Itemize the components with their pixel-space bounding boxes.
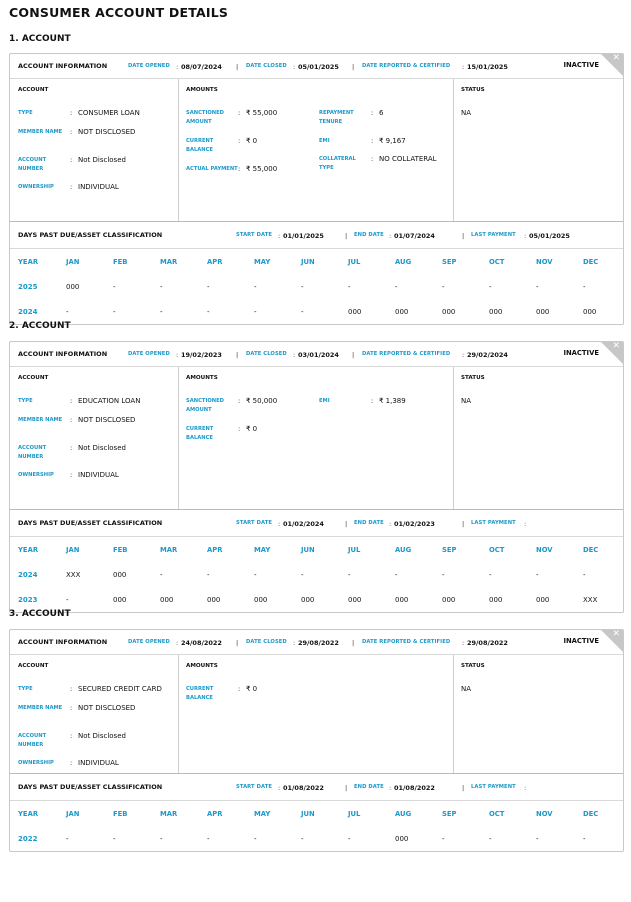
dpd-cell: -: [536, 283, 539, 291]
sanctioned-amount-value: ₹ 55,000: [246, 109, 278, 117]
account-type-label: TYPE: [18, 686, 33, 692]
dpd-year: 2024: [18, 571, 38, 579]
end-date-label: END DATE: [354, 520, 384, 526]
account-info-header: [10, 630, 623, 655]
account-type-label: TYPE: [18, 398, 33, 404]
date-opened-value: 08/07/2024: [181, 63, 222, 71]
dpd-cell: 000: [348, 308, 362, 316]
colon: :: [70, 704, 73, 712]
dpd-cell: XXX: [66, 571, 81, 579]
month-header: APR: [207, 546, 223, 554]
colon: :: [70, 397, 73, 405]
dpd-header: [10, 510, 623, 537]
actual-payment-label: ACTUAL PAYMENT: [186, 166, 238, 172]
colon: :: [389, 784, 392, 792]
dpd-cell: -: [395, 571, 398, 579]
month-header: MAR: [160, 258, 178, 266]
current-balance-label: CURRENT BALANCE: [186, 426, 214, 441]
dpd-cell: 000: [489, 308, 503, 316]
colon: :: [238, 109, 241, 117]
emi-value: ₹ 1,389: [379, 397, 406, 405]
page-title: CONSUMER ACCOUNT DETAILS: [9, 5, 229, 20]
amounts-column-heading: AMOUNTS: [186, 375, 218, 381]
dpd-cell: -: [207, 835, 210, 843]
dpd-year: 2022: [18, 835, 38, 843]
account-info-header: [10, 54, 623, 79]
dpd-month-header: [10, 249, 623, 274]
colon: :: [70, 444, 73, 452]
date-reported-label: DATE REPORTED & CERTIFIED: [362, 63, 451, 69]
dpd-year: 2025: [18, 283, 38, 291]
dpd-month-header: [10, 537, 623, 562]
dpd-title: DAYS PAST DUE/ASSET CLASSIFICATION: [18, 231, 163, 239]
colon: :: [238, 685, 241, 693]
dpd-cell: -: [301, 283, 304, 291]
colon: :: [293, 351, 296, 359]
dpd-cell: 000: [207, 596, 221, 604]
current-balance-label: CURRENT BALANCE: [186, 138, 214, 153]
dpd-cell: -: [113, 835, 116, 843]
month-header: DEC: [583, 258, 599, 266]
dpd-cell: -: [442, 571, 445, 579]
sanctioned-amount-label: SANCTIONED AMOUNT: [186, 398, 224, 413]
ownership-label: OWNERSHIP: [18, 760, 54, 766]
month-header: OCT: [489, 546, 505, 554]
month-header: SEP: [442, 258, 457, 266]
dpd-cell: -: [348, 571, 351, 579]
colon: :: [524, 232, 527, 240]
dpd-row: [10, 587, 623, 612]
divider: |: [462, 784, 465, 792]
colon: :: [70, 471, 73, 479]
date-closed-value: 29/08/2022: [298, 639, 339, 647]
colon: :: [389, 232, 392, 240]
month-header: JAN: [66, 810, 80, 818]
dpd-cell: -: [489, 283, 492, 291]
month-header: DEC: [583, 546, 599, 554]
colon: :: [238, 397, 241, 405]
month-header: DEC: [583, 810, 599, 818]
date-closed-label: DATE CLOSED: [246, 63, 287, 69]
sanctioned-amount-value: ₹ 50,000: [246, 397, 278, 405]
colon: :: [70, 183, 73, 191]
account-type-value: SECURED CREDIT CARD: [78, 685, 162, 693]
colon: :: [70, 685, 73, 693]
date-closed-value: 03/01/2024: [298, 351, 339, 359]
account-card: [9, 53, 624, 325]
colon: :: [70, 759, 73, 767]
current-balance-value: ₹ 0: [246, 685, 258, 693]
dpd-cell: -: [348, 283, 351, 291]
colon: :: [462, 639, 465, 647]
month-header: YEAR: [18, 258, 39, 266]
account-column: [10, 655, 179, 773]
account-column: [10, 79, 179, 221]
status-value: NA: [461, 397, 472, 405]
colon: :: [238, 165, 241, 173]
month-header: MAR: [160, 810, 178, 818]
dpd-cell: 000: [536, 308, 550, 316]
dpd-cell: -: [113, 283, 116, 291]
account-type-label: TYPE: [18, 110, 33, 116]
divider: |: [345, 520, 348, 528]
amounts-column: [178, 655, 454, 773]
colon: :: [371, 109, 374, 117]
dpd-cell: 000: [113, 571, 127, 579]
dpd-cell: -: [113, 308, 116, 316]
dpd-cell: -: [160, 835, 163, 843]
dpd-title: DAYS PAST DUE/ASSET CLASSIFICATION: [18, 783, 163, 791]
date-reported-label: DATE REPORTED & CERTIFIED: [362, 351, 451, 357]
colon: :: [371, 397, 374, 405]
account-details-body: [10, 79, 623, 222]
status-column-heading: STATUS: [461, 87, 485, 93]
ownership-label: OWNERSHIP: [18, 184, 54, 190]
emi-value: ₹ 9,167: [379, 137, 406, 145]
member-name-label: MEMBER NAME: [18, 705, 63, 711]
month-header: MAR: [160, 546, 178, 554]
divider: |: [236, 351, 239, 359]
account-number-label: ACCOUNT NUMBER: [18, 445, 47, 460]
dpd-cell: 000: [395, 596, 409, 604]
dpd-cell: 000: [489, 596, 503, 604]
dpd-row: [10, 826, 623, 851]
month-header: JUL: [348, 810, 361, 818]
dpd-cell: 000: [66, 283, 80, 291]
status-badge: INACTIVE: [563, 637, 599, 645]
month-header: MAY: [254, 810, 271, 818]
month-header: NOV: [536, 546, 553, 554]
account-info-title: ACCOUNT INFORMATION: [18, 62, 108, 70]
close-icon[interactable]: ✕: [612, 341, 620, 351]
dpd-cell: -: [207, 283, 210, 291]
dpd-cell: 000: [395, 835, 409, 843]
date-closed-label: DATE CLOSED: [246, 351, 287, 357]
dpd-cell: -: [301, 835, 304, 843]
dpd-cell: -: [66, 835, 69, 843]
status-badge: INACTIVE: [563, 61, 599, 69]
month-header: JUN: [301, 546, 315, 554]
account-info-title: ACCOUNT INFORMATION: [18, 638, 108, 646]
ownership-label: OWNERSHIP: [18, 472, 54, 478]
date-opened-value: 24/08/2022: [181, 639, 222, 647]
month-header: FEB: [113, 258, 128, 266]
month-header: APR: [207, 810, 223, 818]
member-name-value: NOT DISCLOSED: [78, 704, 136, 712]
dpd-row: [10, 299, 623, 324]
month-header: NOV: [536, 258, 553, 266]
month-header: JAN: [66, 546, 80, 554]
dpd-cell: -: [66, 308, 69, 316]
dpd-cell: -: [254, 283, 257, 291]
dpd-cell: XXX: [583, 596, 598, 604]
collateral-type-value: NO COLLATERAL: [379, 155, 437, 163]
account-section-title: 3. ACCOUNT: [9, 609, 71, 619]
dpd-cell: -: [536, 571, 539, 579]
month-header: MAY: [254, 546, 271, 554]
current-balance-label: CURRENT BALANCE: [186, 686, 214, 701]
dpd-cell: 000: [301, 596, 315, 604]
collateral-type-label: COLLATERAL TYPE: [319, 156, 356, 171]
end-date-value: 01/02/2023: [394, 520, 435, 528]
dpd-cell: 000: [395, 308, 409, 316]
dpd-cell: -: [254, 571, 257, 579]
current-balance-value: ₹ 0: [246, 425, 258, 433]
colon: :: [389, 520, 392, 528]
status-column: [453, 367, 623, 509]
divider: |: [462, 232, 465, 240]
dpd-cell: -: [536, 835, 539, 843]
close-icon[interactable]: ✕: [612, 53, 620, 63]
divider: |: [345, 232, 348, 240]
repayment-tenure-label: REPAYMENT TENURE: [319, 110, 354, 125]
month-header: JUL: [348, 546, 361, 554]
status-column: [453, 655, 623, 773]
month-header: SEP: [442, 546, 457, 554]
ownership-value: INDIVIDUAL: [78, 183, 119, 191]
dpd-row: [10, 274, 623, 299]
account-card: [9, 629, 624, 852]
start-date-label: START DATE: [236, 520, 272, 526]
dpd-cell: -: [254, 308, 257, 316]
start-date-value: 01/08/2022: [283, 784, 324, 792]
dpd-year: 2023: [18, 596, 38, 604]
month-header: YEAR: [18, 810, 39, 818]
divider: |: [236, 63, 239, 71]
ownership-value: INDIVIDUAL: [78, 759, 119, 767]
actual-payment-value: ₹ 55,000: [246, 165, 278, 173]
colon: :: [371, 155, 374, 163]
dpd-header: [10, 222, 623, 249]
dpd-cell: -: [301, 308, 304, 316]
colon: :: [70, 109, 73, 117]
dpd-cell: -: [395, 283, 398, 291]
dpd-cell: 000: [583, 308, 597, 316]
colon: :: [70, 128, 73, 136]
account-number-value: Not Disclosed: [78, 444, 126, 452]
month-header: JAN: [66, 258, 80, 266]
emi-label: EMI: [319, 398, 330, 404]
dpd-title: DAYS PAST DUE/ASSET CLASSIFICATION: [18, 519, 163, 527]
dpd-month-header: [10, 801, 623, 826]
account-column-heading: ACCOUNT: [18, 663, 49, 669]
account-number-label: ACCOUNT NUMBER: [18, 733, 47, 748]
account-column-heading: ACCOUNT: [18, 375, 49, 381]
amounts-column-heading: AMOUNTS: [186, 663, 218, 669]
dpd-cell: -: [301, 571, 304, 579]
dpd-cell: -: [160, 308, 163, 316]
status-value: NA: [461, 685, 472, 693]
colon: :: [293, 63, 296, 71]
colon: :: [176, 351, 179, 359]
colon: :: [238, 137, 241, 145]
account-type-value: EDUCATION LOAN: [78, 397, 141, 405]
start-date-value: 01/02/2024: [283, 520, 324, 528]
colon: :: [70, 156, 73, 164]
account-column: [10, 367, 179, 509]
month-header: FEB: [113, 810, 128, 818]
date-opened-value: 19/02/2023: [181, 351, 222, 359]
colon: :: [278, 232, 281, 240]
close-icon[interactable]: ✕: [612, 629, 620, 639]
date-closed-label: DATE CLOSED: [246, 639, 287, 645]
colon: :: [176, 639, 179, 647]
month-header: MAY: [254, 258, 271, 266]
colon: :: [176, 63, 179, 71]
member-name-label: MEMBER NAME: [18, 417, 63, 423]
dpd-cell: -: [254, 835, 257, 843]
month-header: AUG: [395, 258, 412, 266]
dpd-cell: 000: [348, 596, 362, 604]
month-header: YEAR: [18, 546, 39, 554]
dpd-row: [10, 562, 623, 587]
month-header: OCT: [489, 810, 505, 818]
month-header: SEP: [442, 810, 457, 818]
colon: :: [462, 63, 465, 71]
date-reported-value: 29/02/2024: [467, 351, 508, 359]
divider: |: [345, 784, 348, 792]
colon: :: [278, 784, 281, 792]
status-column-heading: STATUS: [461, 663, 485, 669]
last-payment-value: 05/01/2025: [529, 232, 570, 240]
month-header: AUG: [395, 810, 412, 818]
member-name-value: NOT DISCLOSED: [78, 128, 136, 136]
month-header: JUL: [348, 258, 361, 266]
colon: :: [70, 416, 73, 424]
account-column-heading: ACCOUNT: [18, 87, 49, 93]
account-number-label: ACCOUNT NUMBER: [18, 157, 47, 172]
month-header: NOV: [536, 810, 553, 818]
month-header: JUN: [301, 258, 315, 266]
account-details-body: [10, 655, 623, 774]
amounts-column-heading: AMOUNTS: [186, 87, 218, 93]
account-card: [9, 341, 624, 613]
dpd-cell: 000: [113, 596, 127, 604]
start-date-value: 01/01/2025: [283, 232, 324, 240]
dpd-cell: -: [348, 835, 351, 843]
dpd-cell: -: [207, 308, 210, 316]
current-balance-value: ₹ 0: [246, 137, 258, 145]
member-name-label: MEMBER NAME: [18, 129, 63, 135]
account-section-title: 1. ACCOUNT: [9, 34, 71, 44]
colon: :: [524, 784, 527, 792]
divider: |: [352, 63, 355, 71]
end-date-label: END DATE: [354, 232, 384, 238]
end-date-label: END DATE: [354, 784, 384, 790]
dpd-cell: 000: [160, 596, 174, 604]
date-closed-value: 05/01/2025: [298, 63, 339, 71]
colon: :: [462, 351, 465, 359]
sanctioned-amount-label: SANCTIONED AMOUNT: [186, 110, 224, 125]
member-name-value: NOT DISCLOSED: [78, 416, 136, 424]
start-date-label: START DATE: [236, 232, 272, 238]
colon: :: [238, 425, 241, 433]
account-number-value: Not Disclosed: [78, 156, 126, 164]
date-opened-label: DATE OPENED: [128, 63, 170, 69]
colon: :: [371, 137, 374, 145]
dpd-cell: 000: [536, 596, 550, 604]
colon: :: [293, 639, 296, 647]
amounts-column: [178, 367, 454, 509]
dpd-cell: -: [207, 571, 210, 579]
month-header: APR: [207, 258, 223, 266]
end-date-value: 01/07/2024: [394, 232, 435, 240]
dpd-header: [10, 774, 623, 801]
date-reported-label: DATE REPORTED & CERTIFIED: [362, 639, 451, 645]
end-date-value: 01/08/2022: [394, 784, 435, 792]
date-opened-label: DATE OPENED: [128, 351, 170, 357]
dpd-cell: -: [160, 283, 163, 291]
dpd-cell: 000: [442, 596, 456, 604]
divider: |: [352, 639, 355, 647]
account-info-header: [10, 342, 623, 367]
month-header: OCT: [489, 258, 505, 266]
dpd-cell: -: [489, 835, 492, 843]
dpd-cell: -: [489, 571, 492, 579]
dpd-cell: -: [583, 571, 586, 579]
divider: |: [236, 639, 239, 647]
divider: |: [352, 351, 355, 359]
month-header: JUN: [301, 810, 315, 818]
last-payment-label: LAST PAYMENT: [471, 232, 516, 238]
date-opened-label: DATE OPENED: [128, 639, 170, 645]
date-reported-value: 15/01/2025: [467, 63, 508, 71]
dpd-cell: -: [66, 596, 69, 604]
divider: |: [462, 520, 465, 528]
repayment-tenure-value: 6: [379, 109, 384, 117]
status-value: NA: [461, 109, 472, 117]
dpd-cell: -: [160, 571, 163, 579]
colon: :: [70, 732, 73, 740]
date-reported-value: 29/08/2022: [467, 639, 508, 647]
month-header: AUG: [395, 546, 412, 554]
colon: :: [524, 520, 527, 528]
emi-label: EMI: [319, 138, 330, 144]
status-column: [453, 79, 623, 221]
dpd-cell: 000: [254, 596, 268, 604]
last-payment-label: LAST PAYMENT: [471, 520, 516, 526]
account-section-title: 2. ACCOUNT: [9, 321, 71, 331]
dpd-cell: -: [442, 283, 445, 291]
account-number-value: Not Disclosed: [78, 732, 126, 740]
dpd-cell: -: [583, 835, 586, 843]
account-type-value: CONSUMER LOAN: [78, 109, 140, 117]
start-date-label: START DATE: [236, 784, 272, 790]
ownership-value: INDIVIDUAL: [78, 471, 119, 479]
month-header: FEB: [113, 546, 128, 554]
status-column-heading: STATUS: [461, 375, 485, 381]
colon: :: [278, 520, 281, 528]
amounts-column: [178, 79, 454, 221]
dpd-cell: -: [583, 283, 586, 291]
dpd-cell: 000: [442, 308, 456, 316]
dpd-cell: -: [442, 835, 445, 843]
account-details-body: [10, 367, 623, 510]
last-payment-label: LAST PAYMENT: [471, 784, 516, 790]
status-badge: INACTIVE: [563, 349, 599, 357]
account-info-title: ACCOUNT INFORMATION: [18, 350, 108, 358]
dpd-year: 2024: [18, 308, 38, 316]
